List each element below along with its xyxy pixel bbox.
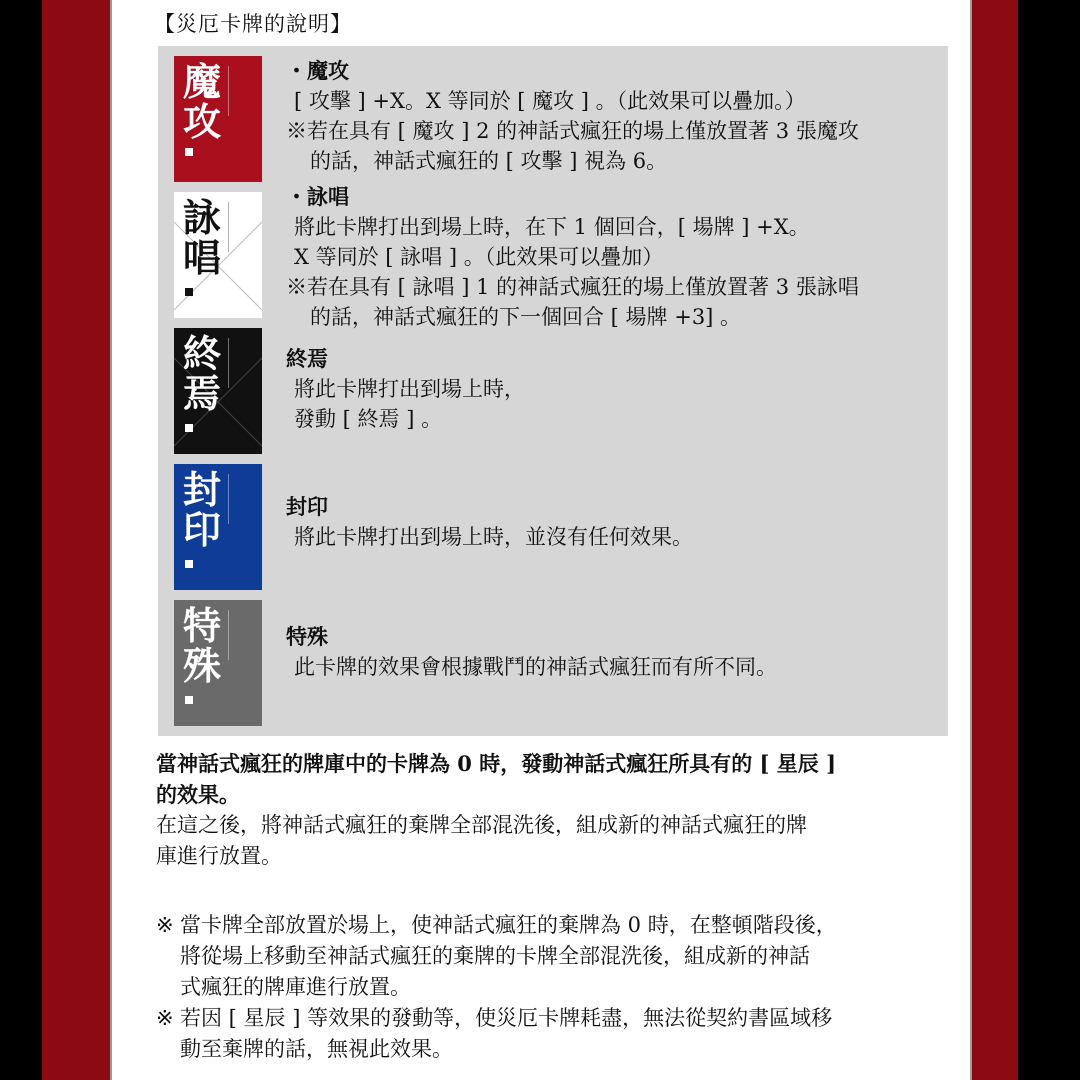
rule-paragraph-line: 庫進行放置。 <box>156 844 282 868</box>
entry-seal <box>286 492 693 552</box>
entry-end <box>286 344 525 434</box>
entry-line: 將此卡牌打出到場上時，在下 1 個回合，[ 場牌 ] +X。 <box>294 215 810 239</box>
card-image-chant <box>174 192 262 318</box>
card-square-icon <box>185 148 193 156</box>
card-image-seal <box>174 464 262 590</box>
card-square-icon <box>185 288 193 296</box>
left-red-border <box>42 0 110 1080</box>
card-title: 特殊 <box>182 603 221 688</box>
card-title: 封印 <box>182 467 221 552</box>
entry-name: ・詠唱 <box>286 184 349 209</box>
note-item <box>156 1003 936 1065</box>
card-square-icon <box>185 560 193 568</box>
rule-bold-line: 當神話式瘋狂的牌庫中的卡牌為 0 時，發動神話式瘋狂所具有的 [ 星辰 ] <box>156 751 837 776</box>
entry-line: 將此卡牌打出到場上時，並沒有任何效果。 <box>294 525 693 549</box>
entry-special <box>286 622 777 682</box>
entry-line: X 等同於 [ 詠唱 ] 。（此效果可以疊加） <box>294 245 664 269</box>
note-line: 將從場上移動至神話式瘋狂的棄牌的卡牌全部混洗後，組成新的神話 <box>180 944 810 968</box>
left-black-border <box>0 0 42 1080</box>
note-line: 若因 [ 星辰 ] 等效果的發動等，使災厄卡牌耗盡，無法從契約書區域移 <box>180 1006 833 1030</box>
card-image-magic-attack <box>174 56 262 182</box>
entry-line: 的話，神話式瘋狂的下一個回合 [ 場牌 +3] 。 <box>310 305 742 329</box>
rule-bold-line: 的效果。 <box>156 782 240 807</box>
card-square-icon <box>185 696 193 704</box>
entry-line: 將此卡牌打出到場上時， <box>294 377 525 401</box>
card-small-text <box>228 66 253 116</box>
entry-line: ※若在具有 [ 魔攻 ] 2 的神話式瘋狂的場上僅放置著 3 張魔攻 <box>286 119 859 143</box>
rules-page <box>110 0 972 1080</box>
section-heading: 【災厄卡牌的說明】 <box>154 12 352 36</box>
entry-name: ・魔攻 <box>286 58 349 83</box>
entry-line: ※若在具有 [ 詠唱 ] 1 的神話式瘋狂的場上僅放置著 3 張詠唱 <box>286 275 859 299</box>
card-small-text <box>228 202 253 252</box>
card-explanation-panel <box>158 46 948 736</box>
card-square-icon <box>185 424 193 432</box>
entry-line: 發動 [ 終焉 ] 。 <box>294 407 443 431</box>
card-title: 詠唱 <box>182 195 221 280</box>
entry-line: 的話，神話式瘋狂的 [ 攻擊 ] 視為 6。 <box>310 149 668 173</box>
card-title: 魔攻 <box>182 59 221 144</box>
right-black-border <box>1018 0 1080 1080</box>
note-line: 式瘋狂的牌庫進行放置。 <box>180 975 411 999</box>
entry-line: 此卡牌的效果會根據戰鬥的神話式瘋狂而有所不同。 <box>294 655 777 679</box>
entry-name: 終焉 <box>286 346 328 371</box>
rule-paragraph-line: 在這之後，將神話式瘋狂的棄牌全部混洗後，組成新的神話式瘋狂的牌 <box>156 813 807 837</box>
bottom-rules <box>156 748 936 872</box>
card-small-text <box>228 474 253 524</box>
card-image-special <box>174 600 262 726</box>
note-mark: ※ <box>156 913 174 937</box>
right-red-border <box>972 0 1018 1080</box>
note-line: 當卡牌全部放置於場上，使神話式瘋狂的棄牌為 0 時，在整頓階段後， <box>180 913 837 937</box>
entry-chant <box>286 182 859 332</box>
note-item <box>156 910 936 1003</box>
card-image-end <box>174 328 262 454</box>
card-small-text <box>228 338 253 388</box>
note-line: 動至棄牌的話，無視此效果。 <box>180 1037 453 1061</box>
note-mark: ※ <box>156 1006 174 1030</box>
entry-name: 特殊 <box>286 624 328 649</box>
bottom-notes <box>156 910 936 1065</box>
card-title: 終焉 <box>182 331 221 416</box>
card-small-text <box>228 610 253 660</box>
entry-magic-attack <box>286 56 859 176</box>
entry-name: 封印 <box>286 494 328 519</box>
entry-line: [ 攻擊 ] +X。X 等同於 [ 魔攻 ] 。（此效果可以疊加。） <box>294 89 806 113</box>
